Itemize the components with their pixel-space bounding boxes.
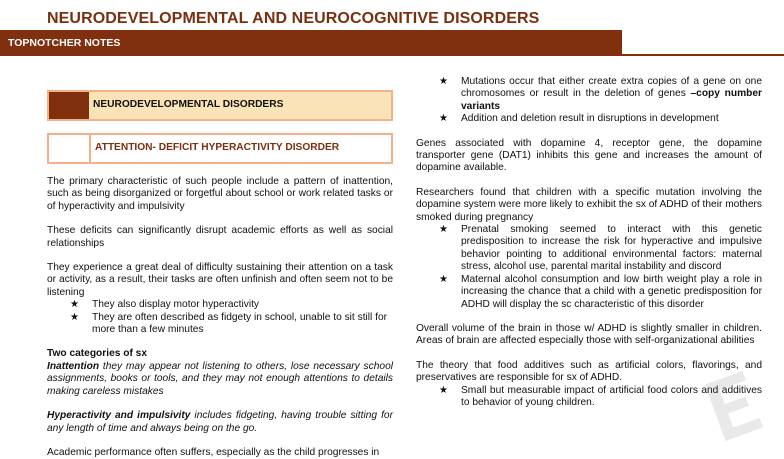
list-item-text: Maternal alcohol consumption and low birth weight play a role in increasing the chance that a child with a genetic predisposition for ADHD will display the sc characteristic of this disorder	[461, 273, 762, 310]
list-item	[47, 299, 393, 311]
bullet-list	[47, 299, 393, 336]
list-item-text: They also display motor hyperactivity	[92, 299, 260, 311]
hyperactivity-text: includes fidgeting, having trouble sitting for any length of time and always being on the go.	[47, 410, 393, 434]
sub-heading: ATTENTION- DEFICIT HYPERACTIVITY DISORDER	[91, 135, 391, 162]
hyperactivity-paragraph	[47, 410, 393, 435]
black-star-icon: ★	[439, 224, 448, 236]
hyperactivity-term: Hyperactivity and impulsivity	[47, 410, 191, 422]
bullet-list	[416, 224, 762, 311]
black-star-icon: ★	[439, 273, 448, 285]
brand-bar	[0, 30, 622, 56]
paragraph: These deficits can significantly disrupt academic efforts as well as social relationships	[47, 225, 393, 249]
black-star-icon: ★	[70, 311, 79, 323]
paragraph: Overall volume of the brain in those w/ ADHD is slightly smaller in children. Areas of brain are affected especially those with self-organizational abilities	[416, 322, 762, 347]
brand-underline	[622, 54, 784, 56]
document-title: NEURODEVELOPMENTAL AND NEUROCOGNITIVE DISORDERS	[47, 10, 540, 27]
list-item-text: Small but measurable impact of artificial food colors and additives to behavior of young children.	[461, 384, 762, 408]
section-heading-box	[47, 90, 393, 121]
inattention-text: they may appear not listening to others, lose necessary school assignments, books or tools, and they may not enough attentions to details making careless mistakes	[47, 360, 393, 397]
list-item-text: Mutations occur that either create extra copies of a gene on one chromosomes or result in the deletion of genes	[461, 76, 762, 100]
watermark-letter-icon	[704, 371, 764, 441]
categories-heading: Two categories of sx	[47, 348, 148, 360]
bullet-list	[416, 76, 762, 126]
list-item	[47, 312, 393, 337]
section-heading-tab	[49, 92, 89, 119]
black-star-icon: ★	[439, 113, 448, 125]
list-item	[416, 224, 762, 274]
paragraph: The theory that food additives such as artificial colors, flavorings, and preservatives are responsible for sx of ADHD.	[416, 359, 762, 384]
paragraph: The primary characteristic of such people include a pattern of inattention, such as being disorganized or forgetful about school or work related tasks or of hyperactivity and impulsivity	[47, 176, 393, 212]
right-column	[416, 76, 762, 409]
paragraph: Researchers found that children with a specific mutation involving the dopamine system were more likely to exhibit the sx of ADHD of their mothers smoked during pregnancy	[416, 186, 762, 223]
paragraph: Academic performance often suffers, especially as the child progresses in	[47, 446, 380, 458]
list-item-text: Prenatal smoking seemed to interact with this genetic predisposition to increase the risk for hyperactive and impulsive behavior pointing to additional environmental factors: maternal stress, alcohol use, parental marital instability and discord	[461, 224, 762, 273]
list-item	[416, 274, 762, 311]
black-star-icon: ★	[439, 384, 448, 396]
list-item	[416, 76, 762, 113]
inattention-paragraph	[47, 361, 393, 398]
black-star-icon: ★	[439, 76, 448, 87]
section-heading: NEURODEVELOPMENTAL DISORDERS	[89, 92, 391, 119]
list-item-emphasis: –copy number variants	[461, 88, 762, 112]
list-item	[416, 113, 762, 125]
paragraph: Genes associated with dopamine 4, receptor gene, the dopamine transporter gene (DAT1) inhibits this gene and increases the amount of dopamine available.	[416, 137, 762, 174]
left-column	[47, 90, 393, 459]
paragraph: They experience a great deal of difficulty sustaining their attention on a task or activity, as a result, their tasks are often unfinish and often seem not to be listening	[47, 262, 393, 298]
sub-heading-box	[47, 133, 393, 164]
sub-heading-tab	[49, 135, 91, 162]
inattention-term: Inattention	[47, 360, 100, 372]
list-item-text: Addition and deletion result in disruptions in development	[461, 113, 719, 125]
brand-label: TOPNOTCHER NOTES	[8, 37, 121, 49]
list-item-text: They are often described as fidgety in school, unable to sit still for more than a few minutes	[92, 311, 388, 336]
black-star-icon: ★	[70, 299, 79, 311]
